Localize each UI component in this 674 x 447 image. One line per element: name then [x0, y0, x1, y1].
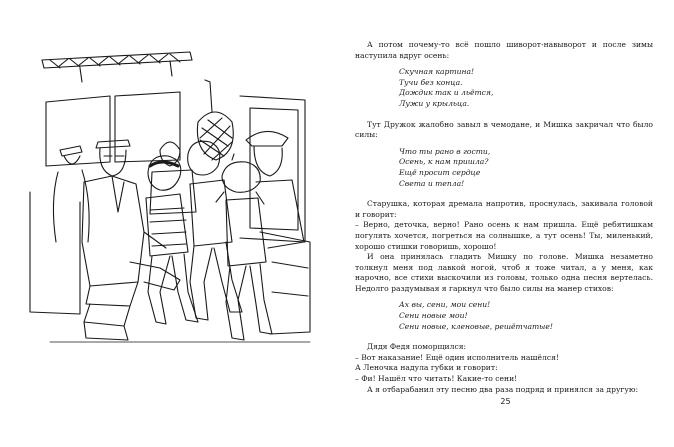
- verse-line: Дождик так и льётся,: [399, 88, 494, 98]
- verse-line: Осень, к нам пришла?: [399, 157, 489, 167]
- paragraph: – Вот наказание! Ещё один исполнитель нашёлся!: [355, 352, 559, 362]
- verse-block: [399, 67, 653, 109]
- verse-line: Лужи у крыльца.: [399, 98, 470, 108]
- paragraph: – Верно, деточка, верно! Рано осень к нам пришла. Ещё ребятишкам погулять хочется, погреться на солнышке, а тут осень! Ты, миленький, хорошо стишки говоришь, хорошо!: [355, 220, 653, 251]
- verse-line: Сени новые, кленовые, решётчатые!: [399, 321, 553, 331]
- verse-block: [399, 300, 653, 332]
- verse-line: Скучная картина!: [399, 67, 475, 77]
- paragraph: А потом почему-то всё пошло шиворот-навыворот и после зимы наступила вдруг осень:: [355, 40, 653, 60]
- paragraph: Старушка, которая дремала напротив, проснулась, закивала головой и говорит:: [355, 199, 653, 219]
- verse-line: Ещё просит сердце: [399, 167, 481, 177]
- tram-passengers-illustration: [20, 42, 320, 352]
- paragraph: И она принялась гладить Мишку по голове. Мишка незаметно толкнул меня под лавкой ногой, чтоб я тоже читал, а у меня, как нарочно, все стихи выскочили из головы, только одна песня вертелась. Недолго раздумывая я гаркнул что было силы на манер стихов:: [355, 252, 653, 293]
- verse-line: Ах вы, сени, мои сени!: [399, 300, 491, 310]
- paragraph: А Леночка надула губки и говорит:: [355, 363, 498, 373]
- verse-line: Сени новые мои!: [399, 311, 468, 321]
- verse-line: Что ты рано в гости,: [399, 146, 491, 156]
- paragraph: Тут Дружок жалобно завыл в чемодане, и Мишка закричал что было силы:: [355, 119, 653, 140]
- verse-block: [399, 147, 653, 189]
- page-number: 25: [500, 397, 511, 406]
- verse-line: Тучи без конца.: [399, 77, 463, 87]
- paragraph: – Фи! Нашёл что читать! Какие-то сени!: [355, 374, 518, 384]
- paragraph: Дядя Федя поморщился:: [367, 342, 467, 352]
- right-page: [337, 0, 674, 447]
- verse-line: Света и тепла!: [399, 178, 465, 188]
- paragraph: А я отбарабанил эту песню два раза подряд и принялся за другую:: [367, 384, 639, 394]
- story-text: [355, 40, 653, 395]
